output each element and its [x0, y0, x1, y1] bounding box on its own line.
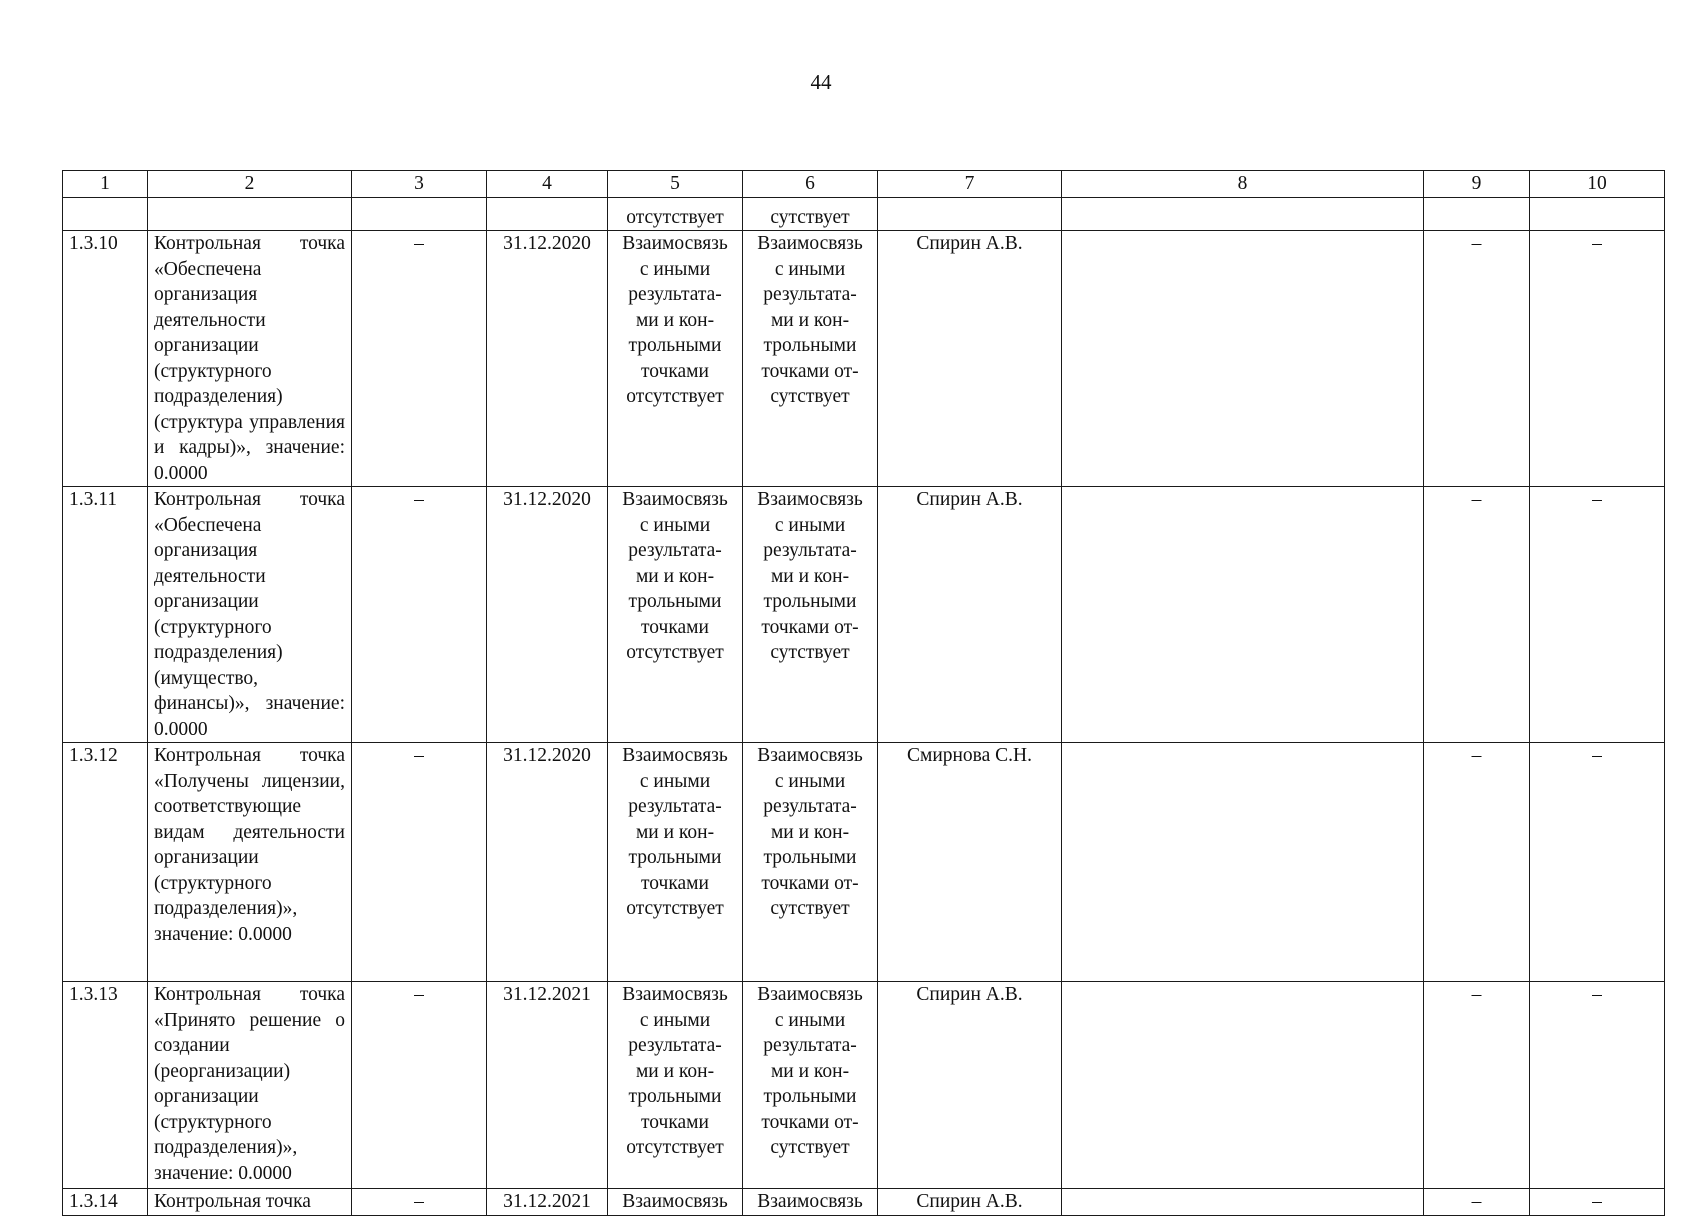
row-col8 [1062, 1189, 1424, 1216]
row-responsible: Спирин А.В. [878, 487, 1062, 743]
row-relation-2: Взаимосвязь с иными результата- ми и кон- трольными точками от- сутствует [743, 487, 878, 743]
continuation-row [63, 198, 1665, 231]
column-number-header-row [63, 171, 1665, 198]
table-row [63, 487, 1665, 743]
column-header-4: 4 [487, 171, 608, 198]
control-points-table [62, 170, 1665, 1216]
continuation-cell-1 [63, 198, 148, 231]
row-responsible: Спирин А.В. [878, 1189, 1062, 1216]
row-relation-2: Взаимосвязь с иными результата- ми и кон- трольными точками от- сутствует [743, 743, 878, 982]
column-header-1: 1 [63, 171, 148, 198]
row-col10: – [1530, 982, 1665, 1189]
row-id: 1.3.12 [63, 743, 148, 982]
row-relation-1: Взаимосвязь с иными результата- ми и кон- трольными точками отсутствует [608, 231, 743, 487]
continuation-cell-8 [1062, 198, 1424, 231]
row-title: Контрольная точка [148, 1189, 352, 1216]
column-header-3: 3 [352, 171, 487, 198]
row-col9: – [1424, 231, 1530, 487]
table-row [63, 982, 1665, 1189]
row-col9: – [1424, 487, 1530, 743]
row-responsible: Спирин А.В. [878, 982, 1062, 1189]
continuation-relation-cell: отсутствует [608, 198, 743, 231]
column-header-9: 9 [1424, 171, 1530, 198]
row-col9: – [1424, 1189, 1530, 1216]
continuation-cell-4 [487, 198, 608, 231]
continuation-cell-10 [1530, 198, 1665, 231]
column-header-2: 2 [148, 171, 352, 198]
row-col3: – [352, 487, 487, 743]
row-col3: – [352, 743, 487, 982]
continuation-cell-2 [148, 198, 352, 231]
row-date: 31.12.2020 [487, 231, 608, 487]
row-date: 31.12.2020 [487, 743, 608, 982]
row-id: 1.3.11 [63, 487, 148, 743]
column-header-5: 5 [608, 171, 743, 198]
row-responsible: Смирнова С.Н. [878, 743, 1062, 982]
page-number: 44 [810, 70, 832, 94]
row-relation-1: Взаимосвязь с иными результата- ми и кон- трольными точками отсутствует [608, 743, 743, 982]
row-col10: – [1530, 743, 1665, 982]
row-relation-2: Взаимосвязь с иными результата- ми и кон- трольными точками от- сутствует [743, 231, 878, 487]
row-col9: – [1424, 743, 1530, 982]
row-col9: – [1424, 982, 1530, 1189]
continuation-cell-7 [878, 198, 1062, 231]
row-relation-2: Взаимосвязь с иными результата- ми и кон- трольными точками от- сутствует [743, 982, 878, 1189]
row-relation-2: Взаимосвязь [743, 1189, 878, 1216]
row-relation-1: Взаимосвязь с иными результата- ми и кон- трольными точками отсутствует [608, 487, 743, 743]
row-col10: – [1530, 487, 1665, 743]
continuation-cell-3 [352, 198, 487, 231]
row-id: 1.3.14 [63, 1189, 148, 1216]
row-relation-1: Взаимосвязь [608, 1189, 743, 1216]
row-date: 31.12.2020 [487, 487, 608, 743]
column-header-6: 6 [743, 171, 878, 198]
row-col3: – [352, 982, 487, 1189]
row-col8 [1062, 231, 1424, 487]
row-col10: – [1530, 231, 1665, 487]
row-responsible: Спирин А.В. [878, 231, 1062, 487]
continuation-relation-cell-2: сутствует [743, 198, 878, 231]
row-col10: – [1530, 1189, 1665, 1216]
column-header-10: 10 [1530, 171, 1665, 198]
row-col3: – [352, 231, 487, 487]
row-date: 31.12.2021 [487, 1189, 608, 1216]
row-col8 [1062, 743, 1424, 982]
row-title: Контрольная точка «Принято решение о создании (реорганизации) организации (структурного подразделения)», значение: 0.0000 [148, 982, 352, 1189]
row-title: Контрольная точка «Получены лицензии, соответствующие видам деятельности организации (структурного подразделения)», значение: 0.0000 [148, 743, 352, 982]
continuation-cell-9 [1424, 198, 1530, 231]
row-title: Контрольная точка «Обеспечена организация деятельности организации (структурного подразделения) (имущество, финансы)», значение: 0.0000 [148, 487, 352, 743]
row-col8 [1062, 982, 1424, 1189]
row-col8 [1062, 487, 1424, 743]
row-id: 1.3.13 [63, 982, 148, 1189]
column-header-7: 7 [878, 171, 1062, 198]
row-relation-1: Взаимосвязь с иными результата- ми и кон- трольными точками отсутствует [608, 982, 743, 1189]
table-row [63, 743, 1665, 982]
row-col3: – [352, 1189, 487, 1216]
column-header-8: 8 [1062, 171, 1424, 198]
table-row [63, 1189, 1665, 1216]
row-title: Контрольная точка «Обеспечена организация деятельности организации (структурного подразделения) (структура управления и кадры)», значение: 0.0000 [148, 231, 352, 487]
row-date: 31.12.2021 [487, 982, 608, 1189]
row-id: 1.3.10 [63, 231, 148, 487]
table-row [63, 231, 1665, 487]
